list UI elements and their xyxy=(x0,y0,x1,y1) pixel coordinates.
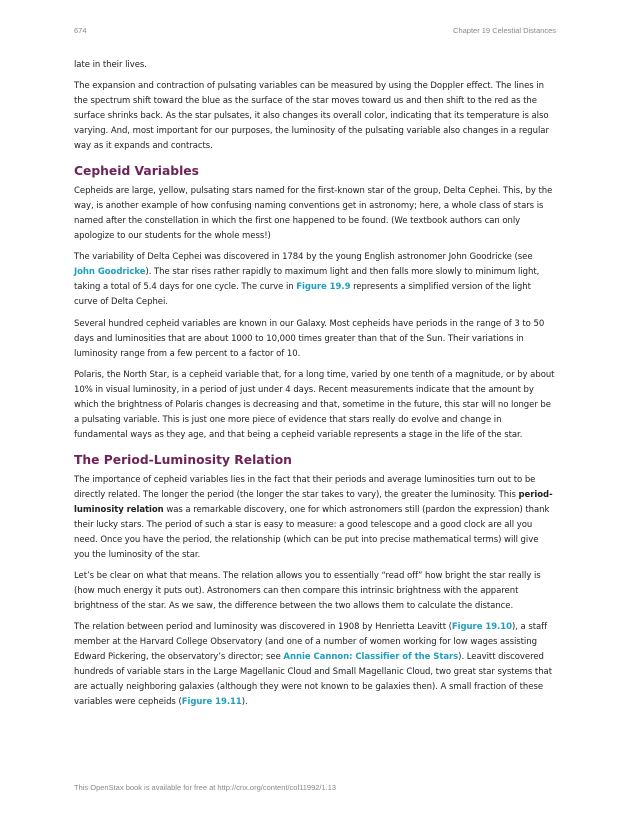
link-figure-19-10[interactable]: Figure 19.10 xyxy=(451,622,512,633)
paragraph xyxy=(74,620,556,710)
page-content xyxy=(74,58,556,716)
paragraph xyxy=(74,473,556,563)
page-footer: This OpenStax book is available for free at http://cnx.org/content/col11992/1.13 xyxy=(74,783,337,792)
paragraph: Let’s be clear on what that means. The relation allows you to essentially “read off” how bright the star really is (how much energy it puts out). Astronomers can then compare this intrinsic brightness with the apparent brightness of the star. As we saw, the difference between the two allows them to calculate the distance. xyxy=(74,570,541,611)
paragraph: The expansion and contraction of pulsating variables can be measured by using the Doppler effect. The lines in the spectrum shift toward the blue as the surface of the star moves toward us and then shift to the red as the surface shrinks back. As the star pulsates, it also changes its overall color, indicating that its temperature is also varying. And, most important for our purposes, the luminosity of the pulsating variable also changes in a regular way as it expands and contracts. xyxy=(74,81,549,152)
section-heading-cepheid-variables: Cepheid Variables xyxy=(74,164,199,179)
text-span: ). xyxy=(241,697,248,708)
text-span: The variability of Delta Cephei was discovered in 1784 by the young English astronomer John Goodricke (see xyxy=(74,252,533,263)
text-span: was a remarkable discovery, one for which astronomers still (pardon the expression) thank their lucky stars. The period of such a star is easy to measure: a good telescope and a good clock are all you need. Once you have the period, the relationship (which can be put into precise mathematical terms) will give you the luminosity of the star. xyxy=(74,504,550,560)
chapter-title: Chapter 19 Celestial Distances xyxy=(453,26,556,35)
link-figure-19-9[interactable]: Figure 19.9 xyxy=(296,282,351,293)
page-number: 674 xyxy=(74,26,87,35)
paragraph: Polaris, the North Star, is a cepheid variable that, for a long time, varied by one tenth of a magnitude, or by about 10% in visual luminosity, in a period of just under 4 days. Recent measurements indicate that the amount by which the brightness of Polaris changes is decreasing and that, sometime in the future, this star will no longer be a pulsating variable. This is just one more piece of evidence that stars really do evolve and change in fundamental ways as they age, and that being a cepheid variable represents a stage in the life of the star. xyxy=(74,369,555,440)
text-span: ), a staff member at the Harvard College Observatory (and one of a number of women working for low wages assisting Edward Pickering, the observatory’s director; see xyxy=(74,622,548,663)
section-heading-period-luminosity: The Period-Luminosity Relation xyxy=(74,452,292,467)
key-term: period-luminosity relation xyxy=(74,489,553,515)
text-span: The importance of cepheid variables lies in the fact that their periods and average luminosities turn out to be directly related. The longer the period (the longer the star takes to vary), the greater the luminosity. This xyxy=(74,474,536,500)
text-span: ). The star rises rather rapidly to maximum light and then falls more slowly to minimum light, taking a total of 5.4 days for one cycle. The curve in xyxy=(74,267,540,293)
link-annie-cannon[interactable]: Annie Cannon: Classifier of the Stars xyxy=(283,652,459,663)
page-header xyxy=(74,26,556,35)
paragraph: Several hundred cepheid variables are known in our Galaxy. Most cepheids have periods in the range of 3 to 50 days and luminosities that are about 1000 to 10,000 times greater than that of the Sun. Their variations in luminosity range from a few percent to a factor of 10. xyxy=(74,318,545,359)
paragraph: Cepheids are large, yellow, pulsating stars named for the first-known star of the group, Delta Cephei. This, by the way, is another example of how confusing naming conventions get in astronomy; here, a whole class of stars is named after the constellation in which the first one happened to be found. (We textbook authors can only apologize to our students for the whole mess!) xyxy=(74,186,553,242)
paragraph: late in their lives. xyxy=(74,60,147,70)
paragraph xyxy=(74,250,556,310)
link-john-goodricke[interactable]: John Goodricke xyxy=(74,267,146,278)
text-span: represents a simplified version of the light curve of Delta Cephei. xyxy=(74,282,531,308)
text-span: The relation between period and luminosity was discovered in 1908 by Henrietta Leavitt ( xyxy=(74,622,452,633)
text-span: ). Leavitt discovered hundreds of variable stars in the Large Magellanic Cloud and Small Magellanic Cloud, two great star systems that are actually neighboring galaxies (although they were not known to be galaxies then). A small fraction of these variables were cepheids ( xyxy=(74,652,552,708)
link-figure-19-11[interactable]: Figure 19.11 xyxy=(181,697,242,708)
